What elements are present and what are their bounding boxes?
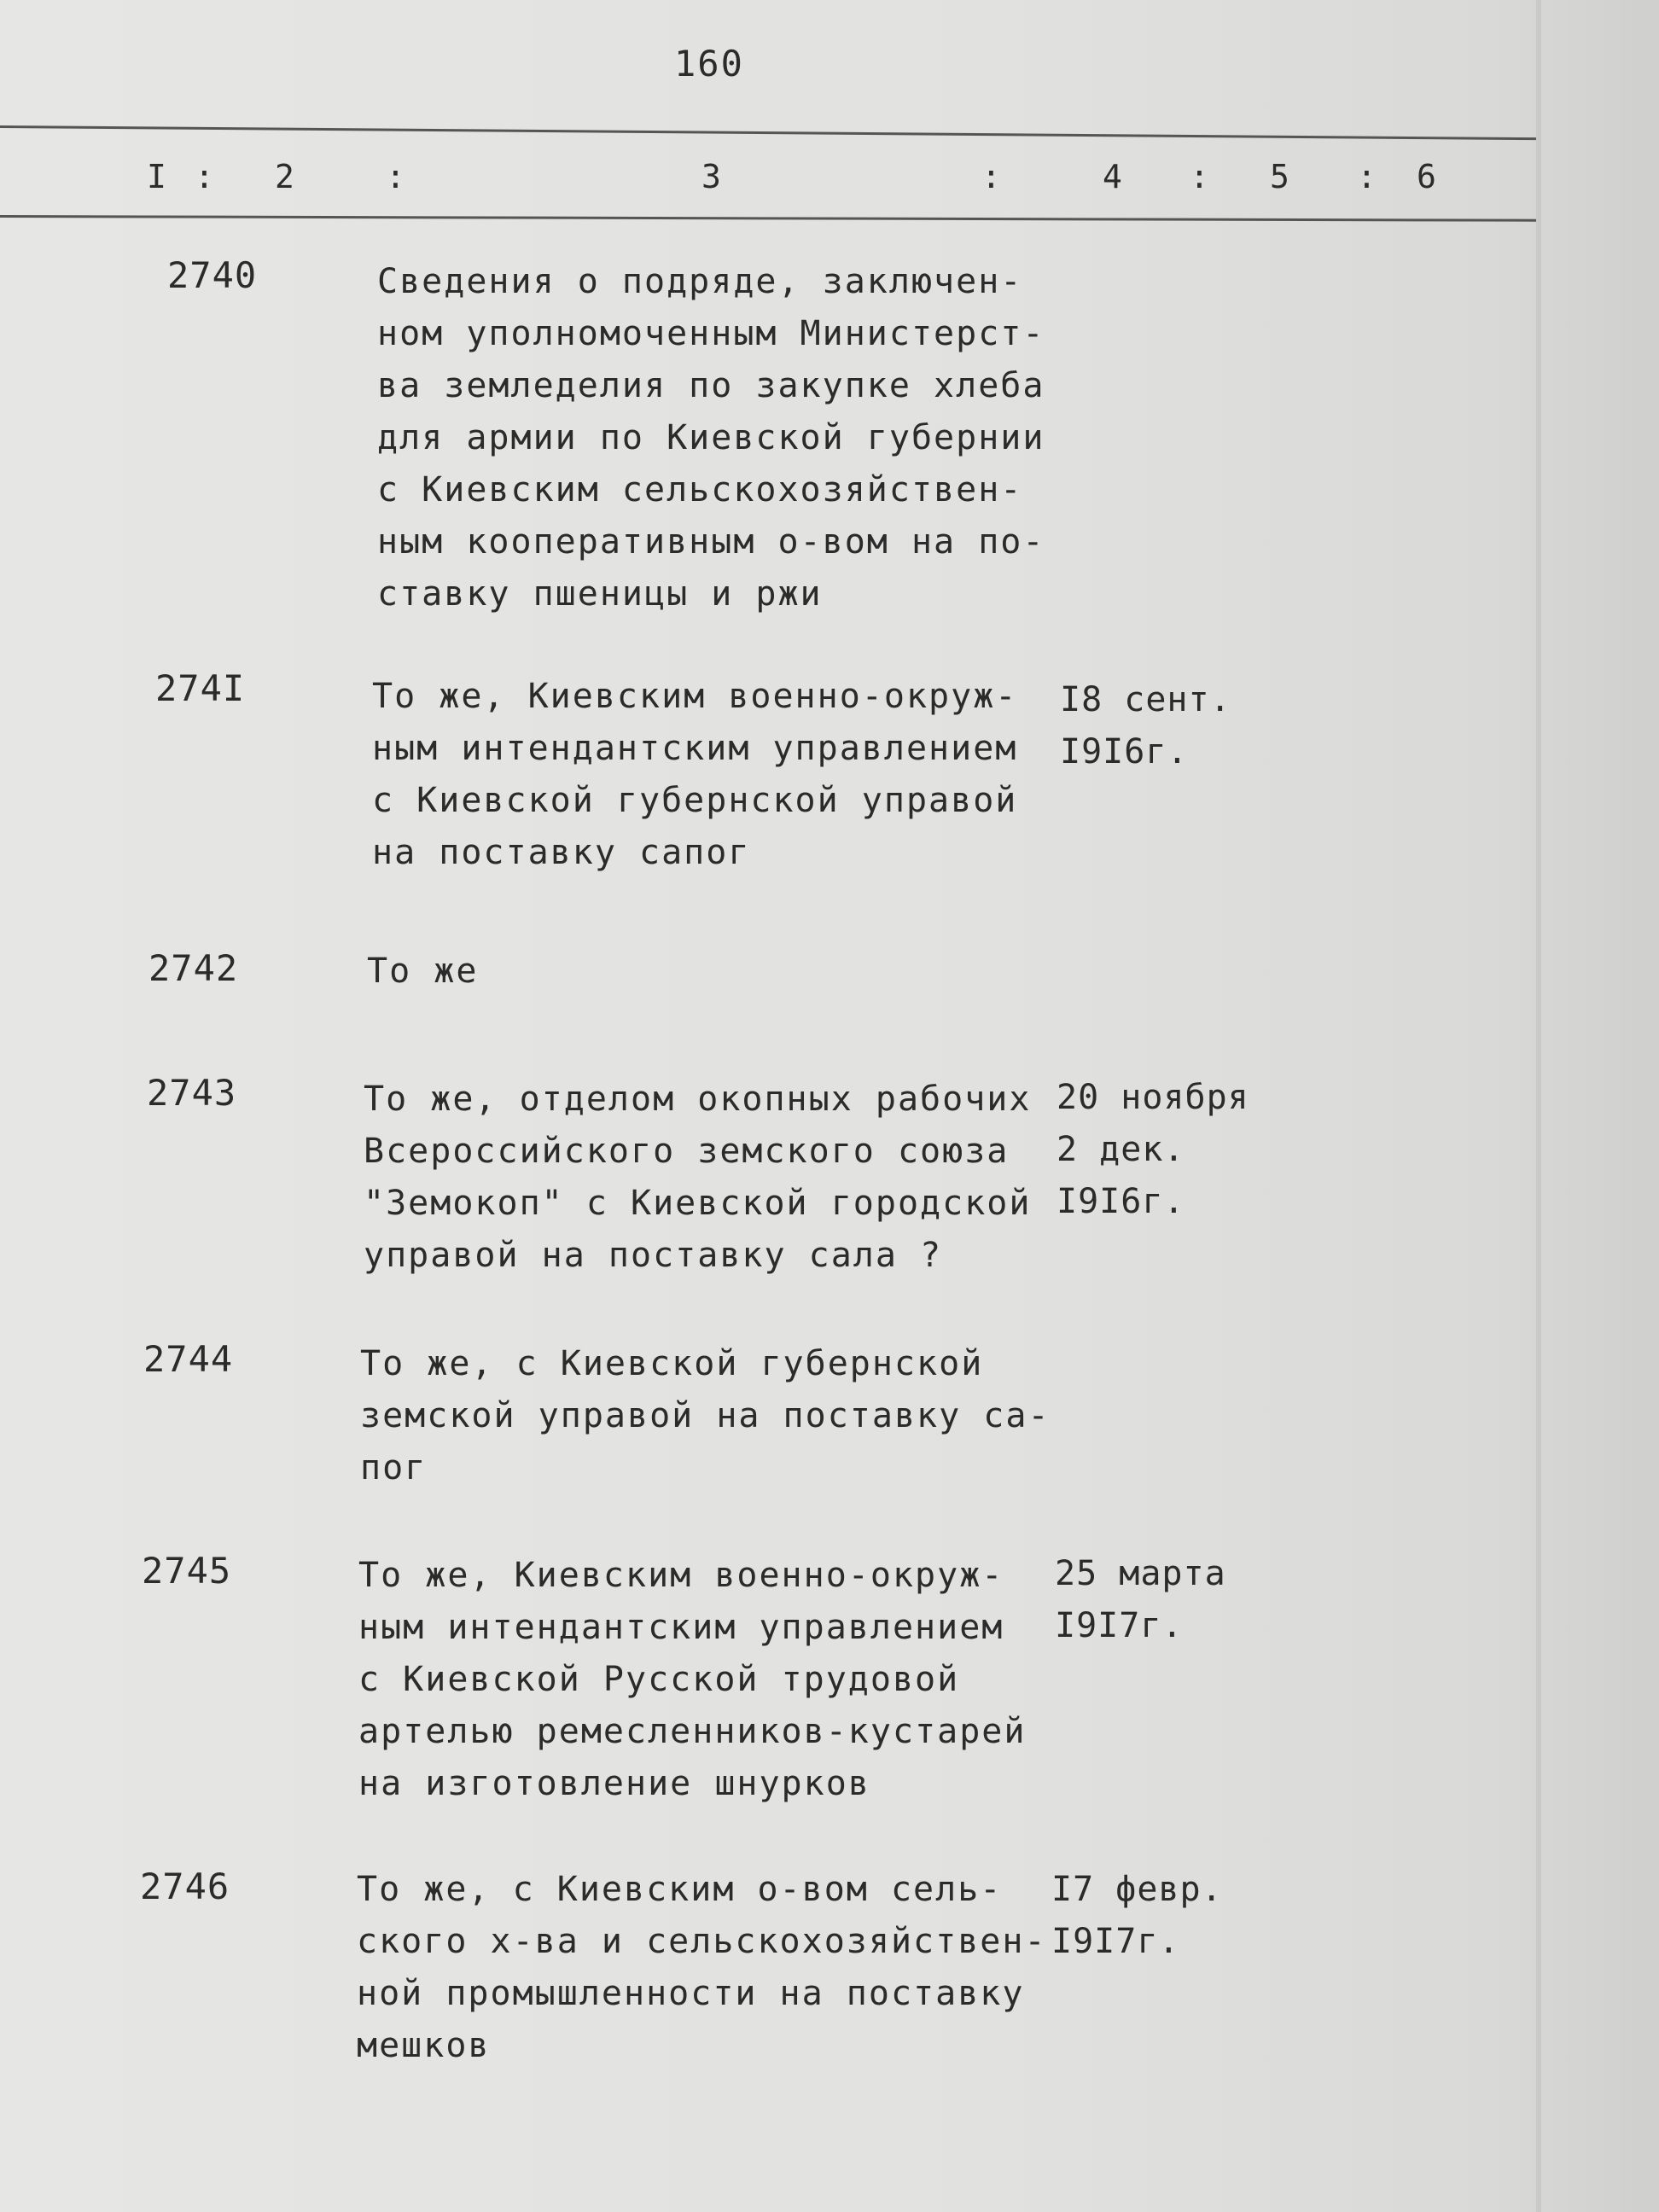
description-line: мешков <box>357 2026 491 2065</box>
entry-description <box>357 1864 1047 2072</box>
description-line: для армии по Киевской губернии <box>377 418 1045 457</box>
description-line: с Киевской губернской управой <box>372 781 1018 820</box>
description-line: "Земокоп" с Киевской городской <box>364 1184 1032 1223</box>
description-line: Сведения о подряде, заключен- <box>377 262 1023 301</box>
description-line: управой на поставку сала ? <box>364 1236 943 1275</box>
entry-number: 2740 <box>167 254 258 296</box>
description-line: на поставку сапог <box>372 833 751 872</box>
entry-number: 2743 <box>147 1072 237 1114</box>
date-line: 20 ноября <box>1057 1078 1249 1117</box>
column-header-3: 3 <box>701 158 721 195</box>
description-line: ном уполномоченным Министерст- <box>377 314 1045 353</box>
column-separator: : <box>1357 158 1377 195</box>
description-line: ского х-ва и сельскохозяйствен- <box>357 1922 1047 1961</box>
column-header-6: 6 <box>1417 158 1436 195</box>
header-rule-bottom <box>0 215 1536 222</box>
column-header-2: 2 <box>275 158 294 195</box>
entry-description <box>364 1074 1032 1282</box>
entry-description <box>377 256 1043 620</box>
description-line: ставку пшеницы и ржи <box>377 574 823 614</box>
date-line: I7 февр. <box>1051 1870 1223 1909</box>
description-line: с Киевским сельскохозяйствен- <box>377 470 1023 509</box>
page-number: 160 <box>674 43 744 84</box>
column-header-4: 4 <box>1103 158 1122 195</box>
header-rule-top <box>0 125 1536 140</box>
description-line: ным интендантским управлением <box>358 1608 1004 1647</box>
description-line: ной промышленности на поставку <box>357 1974 1025 2013</box>
description-line: пог <box>360 1448 428 1487</box>
column-header-5: 5 <box>1270 158 1289 195</box>
page-edge <box>1536 0 1541 2212</box>
entry-description <box>358 1550 1027 1810</box>
description-line: То же, с Киевским о-вом сель- <box>357 1870 1003 1909</box>
date-line: I9I6г. <box>1057 1182 1185 1221</box>
description-line: земской управой на поставку са- <box>360 1396 1051 1435</box>
date-line: I9I7г. <box>1051 1922 1180 1961</box>
entry-number: 2744 <box>143 1338 234 1380</box>
description-line: артелью ремесленников-кустарей <box>358 1712 1027 1751</box>
description-line: То же, с Киевской губернской <box>360 1344 984 1383</box>
description-line: То же, Киевским военно-окруж- <box>358 1556 1004 1595</box>
entry-number: 2742 <box>148 947 239 989</box>
date-line: I9I6г. <box>1060 732 1189 771</box>
description-line: То же <box>367 952 479 991</box>
entry-description <box>360 1338 1051 1494</box>
entry-date <box>1055 1548 1226 1652</box>
date-line: 25 марта <box>1055 1554 1226 1593</box>
column-separator: : <box>1190 158 1209 195</box>
entry-number: 2745 <box>142 1550 232 1592</box>
entry-date <box>1057 1072 1249 1228</box>
description-line: То же, Киевским военно-окруж- <box>372 677 1018 716</box>
column-separator: : <box>386 158 405 195</box>
entry-number: 2746 <box>140 1866 230 1907</box>
date-line: I9I7г. <box>1055 1606 1184 1645</box>
column-separator: : <box>195 158 214 195</box>
column-header-1: I <box>147 158 166 195</box>
entry-description <box>367 946 1033 998</box>
description-line: ным интендантским управлением <box>372 729 1018 768</box>
entry-number: 274I <box>155 667 246 709</box>
date-line: I8 сент. <box>1060 680 1231 719</box>
column-separator: : <box>981 158 1001 195</box>
date-line: 2 дек. <box>1057 1130 1185 1169</box>
entry-date <box>1051 1864 1223 1968</box>
description-line: То же, отделом окопных рабочих <box>364 1080 1032 1119</box>
description-line: ным кооперативным о-вом на по- <box>377 522 1045 562</box>
description-line: ва земледелия по закупке хлеба <box>377 366 1045 405</box>
entry-date <box>1060 674 1231 778</box>
description-line: Всероссийского земского союза <box>364 1132 1010 1171</box>
entry-description <box>372 671 1038 879</box>
description-line: с Киевской Русской трудовой <box>358 1660 960 1699</box>
description-line: на изготовление шнурков <box>358 1764 870 1803</box>
